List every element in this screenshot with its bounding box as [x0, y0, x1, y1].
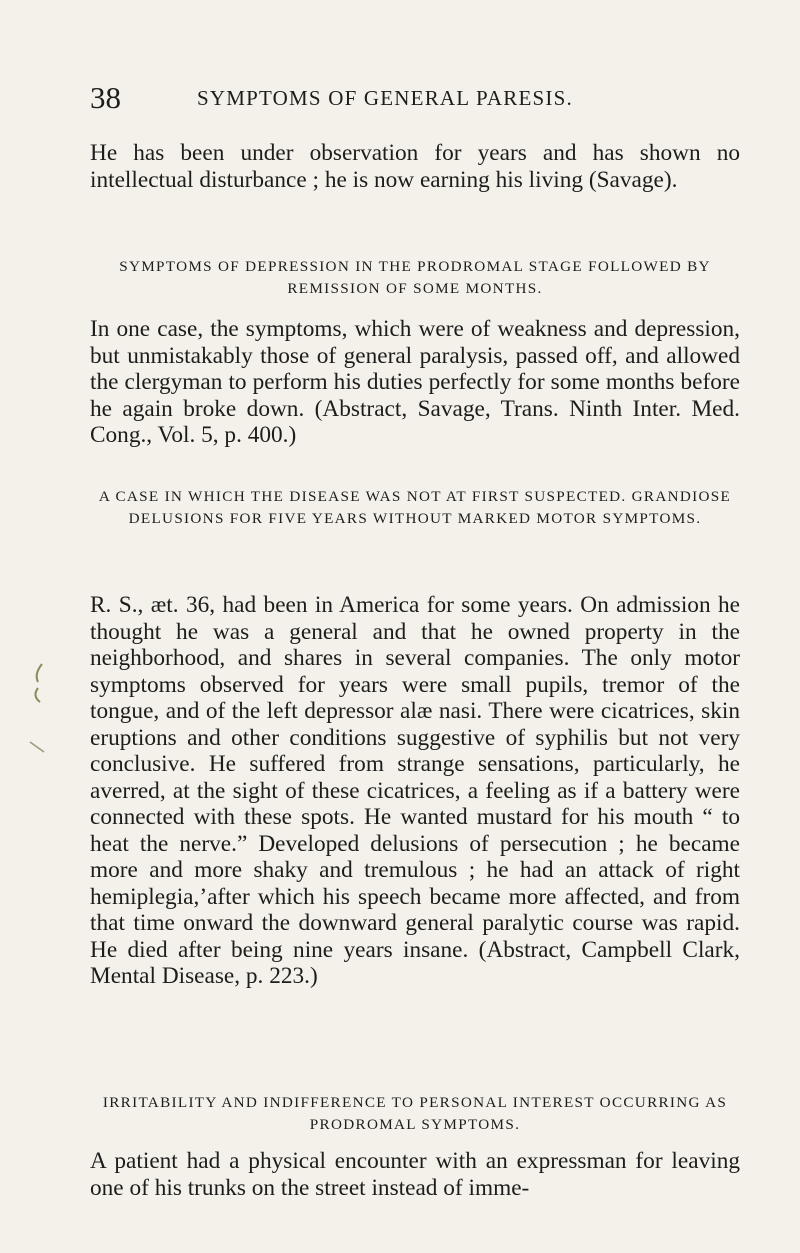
- paragraph-expressman: A patient had a physical encounter with an expressman for leaving one of his trunks on the street instead of imme-: [90, 1148, 740, 1201]
- section-heading-grandiose-case: A CASE IN WHICH THE DISEASE WAS NOT AT FIRST SUSPECTED. GRANDIOSE DELUSIONS FOR FIVE YEARS WITHOUT MARKED MOTOR SYMPTOMS.: [98, 488, 732, 527]
- paragraph-rs-case: R. S., æt. 36, had been in America for some years. On admission he thought he was a general and that he owned property in the neighborhood, and shares in several companies. The only motor symptoms observed for years were small pupils, tremor of the tongue, and of the left depressor alæ nasi. There were cicatrices, skin eruptions and other conditions suggestive of syphilis but not very conclusive. He suffered from strange sensations, particularly, he averred, at the sight of these cicatrices, a feeling as if a battery were connected with these spots. He wanted mustard for his mouth “ to heat the nerve.” Developed delusions of persecution ; he became more and more shaky and tremulous ; he had an attack of right hemiplegia,ʼafter which his speech became more affected, and from that time onward the downward general paralytic course was rapid. He died after being nine years insane. (Abstract, Campbell Clark, Mental Disease, p. 223.): [90, 592, 740, 989]
- section-heading-irritability: IRRITABILITY AND INDIFFERENCE TO PERSONAL INTEREST OCCURRING AS PRODROMAL SYMPTOMS.: [102, 1094, 728, 1133]
- margin-pencil-marks: [22, 660, 62, 780]
- page-header: [90, 80, 730, 118]
- running-head: SYMPTOMS OF GENERAL PARESIS.: [197, 86, 573, 110]
- paragraph-savage-observation: He has been under observation for years and has shown no intellectual disturbance ; he is now earning his living (Savage).: [90, 140, 740, 193]
- section-heading-depression: SYMPTOMS OF DEPRESSION IN THE PRODROMAL STAGE FOLLOWED BY REMISSION OF SOME MONTHS.: [119, 258, 711, 297]
- paragraph-clergyman-case: In one case, the symptoms, which were of weakness and depression, but unmistakably those of general paralysis, passed off, and allowed the clergyman to perform his duties perfectly for some months before he again broke down. (Abstract, Savage, Trans. Ninth Inter. Med. Cong., Vol. 5, p. 400.): [90, 316, 740, 448]
- page-number: 38: [90, 80, 121, 115]
